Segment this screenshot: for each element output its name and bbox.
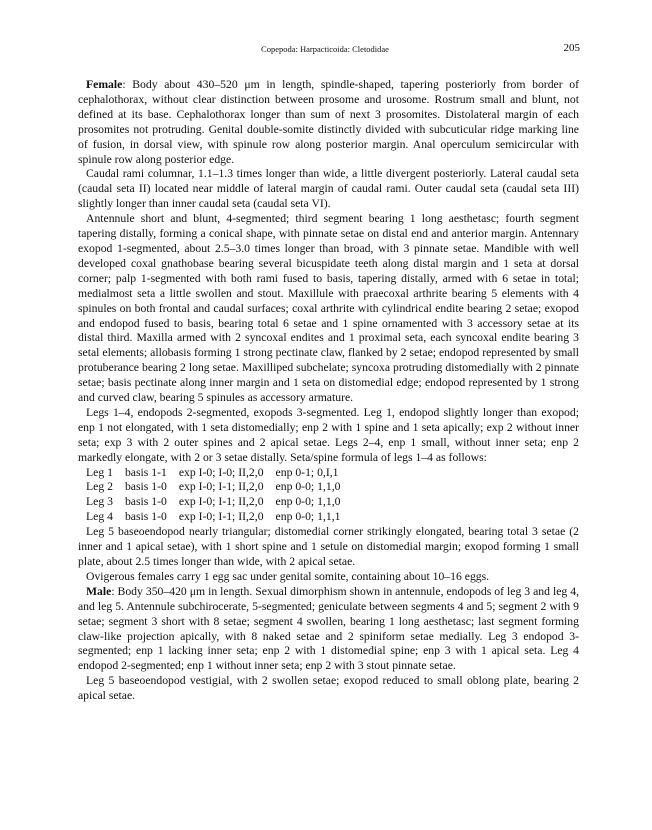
seta-spine-formula-table: [86, 466, 352, 526]
table-row: [86, 495, 352, 510]
table-cell-exp: exp I-0; I-0; II,2,0: [178, 465, 264, 479]
table-row: [86, 480, 352, 495]
table-cell-leg: Leg 2: [86, 480, 113, 494]
table-cell-basis: basis 1-0: [124, 510, 167, 524]
male-label: Male: [86, 584, 112, 598]
table-cell-exp: exp I-0; I-1; II,2,0: [178, 510, 264, 524]
table-cell-enp: enp 0-0; 1,1,1: [275, 510, 341, 524]
page-number: 205: [563, 42, 580, 54]
table-cell-enp: enp 0-0; 1,1,0: [275, 495, 341, 509]
paragraph-leg5-female: Leg 5 baseoendopod nearly triangular; distomedial corner strikingly elongated, bearing total 3 setae (2 inner and 1 apical setae), with 1 short spine and 1 setule on distomedial margin; exopod forming 1 small plate, about 2.5 times longer than wide, with 2 apical setae.: [78, 525, 579, 568]
paragraph-legs: Legs 1–4, endopods 2-segmented, exopods 3-segmented. Leg 1, endopod slightly longer than exopod; enp 1 not elongated, with 1 seta distomedially; enp 2 with 1 spine and 1 seta apically; exp 2 without inner seta; exp 3 with 2 outer spines and 2 apical setae. Legs 2–4, enp 1 small, without inner seta; enp 2 markedly elongate, with 2 or 3 setae distally. Seta/spine formula of legs 1–4 as follows:: [78, 405, 579, 464]
table-cell-enp: enp 0-0; 1,1,0: [275, 480, 341, 494]
table-row: [86, 510, 352, 525]
body-text: [78, 78, 579, 704]
table-cell-leg: Leg 4: [86, 510, 113, 524]
male-body-text: : Body 350–420 μm in length. Sexual dimorphism shown in antennule, endopods of leg 3 and leg 4, and leg 5. Antennule subchirocerate, 5-segmented; geniculate between segments 4 and 5; segment 2 with 9 setae; segment 3 short with 8 setae; segment 4 swollen, bearing 1 long aesthetasc; last segment forming claw-like projection apically, with 8 naked setae and 2 spiniform setae medially. Leg 3 endopod 3-segmented; enp 1 lacking inner seta; enp 2 with 1 distomedial spine; enp 3 with 1 apical seta. Leg 4 endopod 2-segmented; enp 1 without inner seta; enp 2 with 3 stout pinnate setae.: [78, 584, 579, 673]
paragraph-leg5-male: Leg 5 baseoendopod vestigial, with 2 swollen setae; exopod reduced to small oblong plate, bearing 2 apical setae.: [78, 674, 579, 703]
female-body-text: : Body about 430–520 μm in length, spindle-shaped, tapering posteriorly from border of cephalothorax, without clear distinction between prosome and urosome. Rostrum small and blunt, not defined at its base. Cephalothorax longer than sum of next 3 prosomites. Distolateral margin of each prosomites not protruding. Genital double-somite distinctly divided with subcuticular ridge marking line of fusion, in dorsal view, with spinule row along posterior margin. Anal operculum semicircular with spinule row along posterior edge.: [78, 78, 579, 166]
paragraph-ovigerous: Ovigerous females carry 1 egg sac under genital somite, containing about 10–16 eggs.: [86, 569, 490, 583]
running-title: Copepoda: Harpacticoida: Cletodidae: [261, 44, 389, 54]
paragraph-female-description: [78, 78, 579, 167]
table-cell-leg: Leg 3: [86, 495, 113, 509]
table-cell-basis: basis 1-1: [124, 465, 167, 479]
paragraph-caudal-rami: Caudal rami columnar, 1.1–1.3 times longer than wide, a little divergent posteriorly. Lateral caudal seta (caudal seta II) located near middle of lateral margin of caudal rami. Outer caudal seta (caudal seta III) slightly longer than inner caudal seta (caudal seta VI).: [78, 167, 579, 211]
table-cell-basis: basis 1-0: [124, 480, 167, 494]
female-label: Female: [86, 78, 123, 91]
table-cell-exp: exp I-0; I-1; II,2,0: [178, 480, 264, 494]
paragraph-appendages: Antennule short and blunt, 4-segmented; third segment bearing 1 long aesthetasc; fourth segment tapering distally, forming a conical shape, with pinnate setae on distal end and anterior margin. Antennary exopod 1-segmented, about 2.5–3.0 times longer than broad, with 3 pinnate setae. Mandible with well developed coxal gnathobase bearing several bicuspidate teeth along distal margin and 1 seta at dorsal corner; palp 1-segmented with both rami fused to basis, tapering distally, armed with 6 setae in total; medialmost seta a little swollen and stout. Maxillule with praecoxal arthrite bearing 5 elements with 4 spinules on both frontal and caudal surfaces; coxal arthrite with cylindrical endite bearing 2 setae; exopod and endopod fused to basis, bearing total 6 setae and 1 spine ornamented with 3 accessory setae at its distal third. Maxilla armed with 2 syncoxal endites and 1 proximal seta, each syncoxal endite bearing 3 setal elements; allobasis forming 1 strong pectinate claw, flanked by 2 setae; endopod represented by small protuberance bearing 2 long setae. Maxilliped subchelate; syncoxa protruding distomedially with 2 pinnate setae; basis pectinate along inner margin and 1 seta on distomedial edge; endopod represented by 1 strong and curved claw, bearing 5 spinules as accessory armature.: [78, 212, 579, 405]
paragraph-male-description: [78, 585, 579, 674]
table-cell-exp: exp I-0; I-1; II,2,0: [178, 495, 264, 509]
table-row: [86, 466, 352, 481]
table-cell-enp: enp 0-1; 0,I,1: [275, 465, 339, 479]
table-cell-leg: Leg 1: [86, 465, 113, 479]
table-cell-basis: basis 1-0: [124, 495, 167, 509]
